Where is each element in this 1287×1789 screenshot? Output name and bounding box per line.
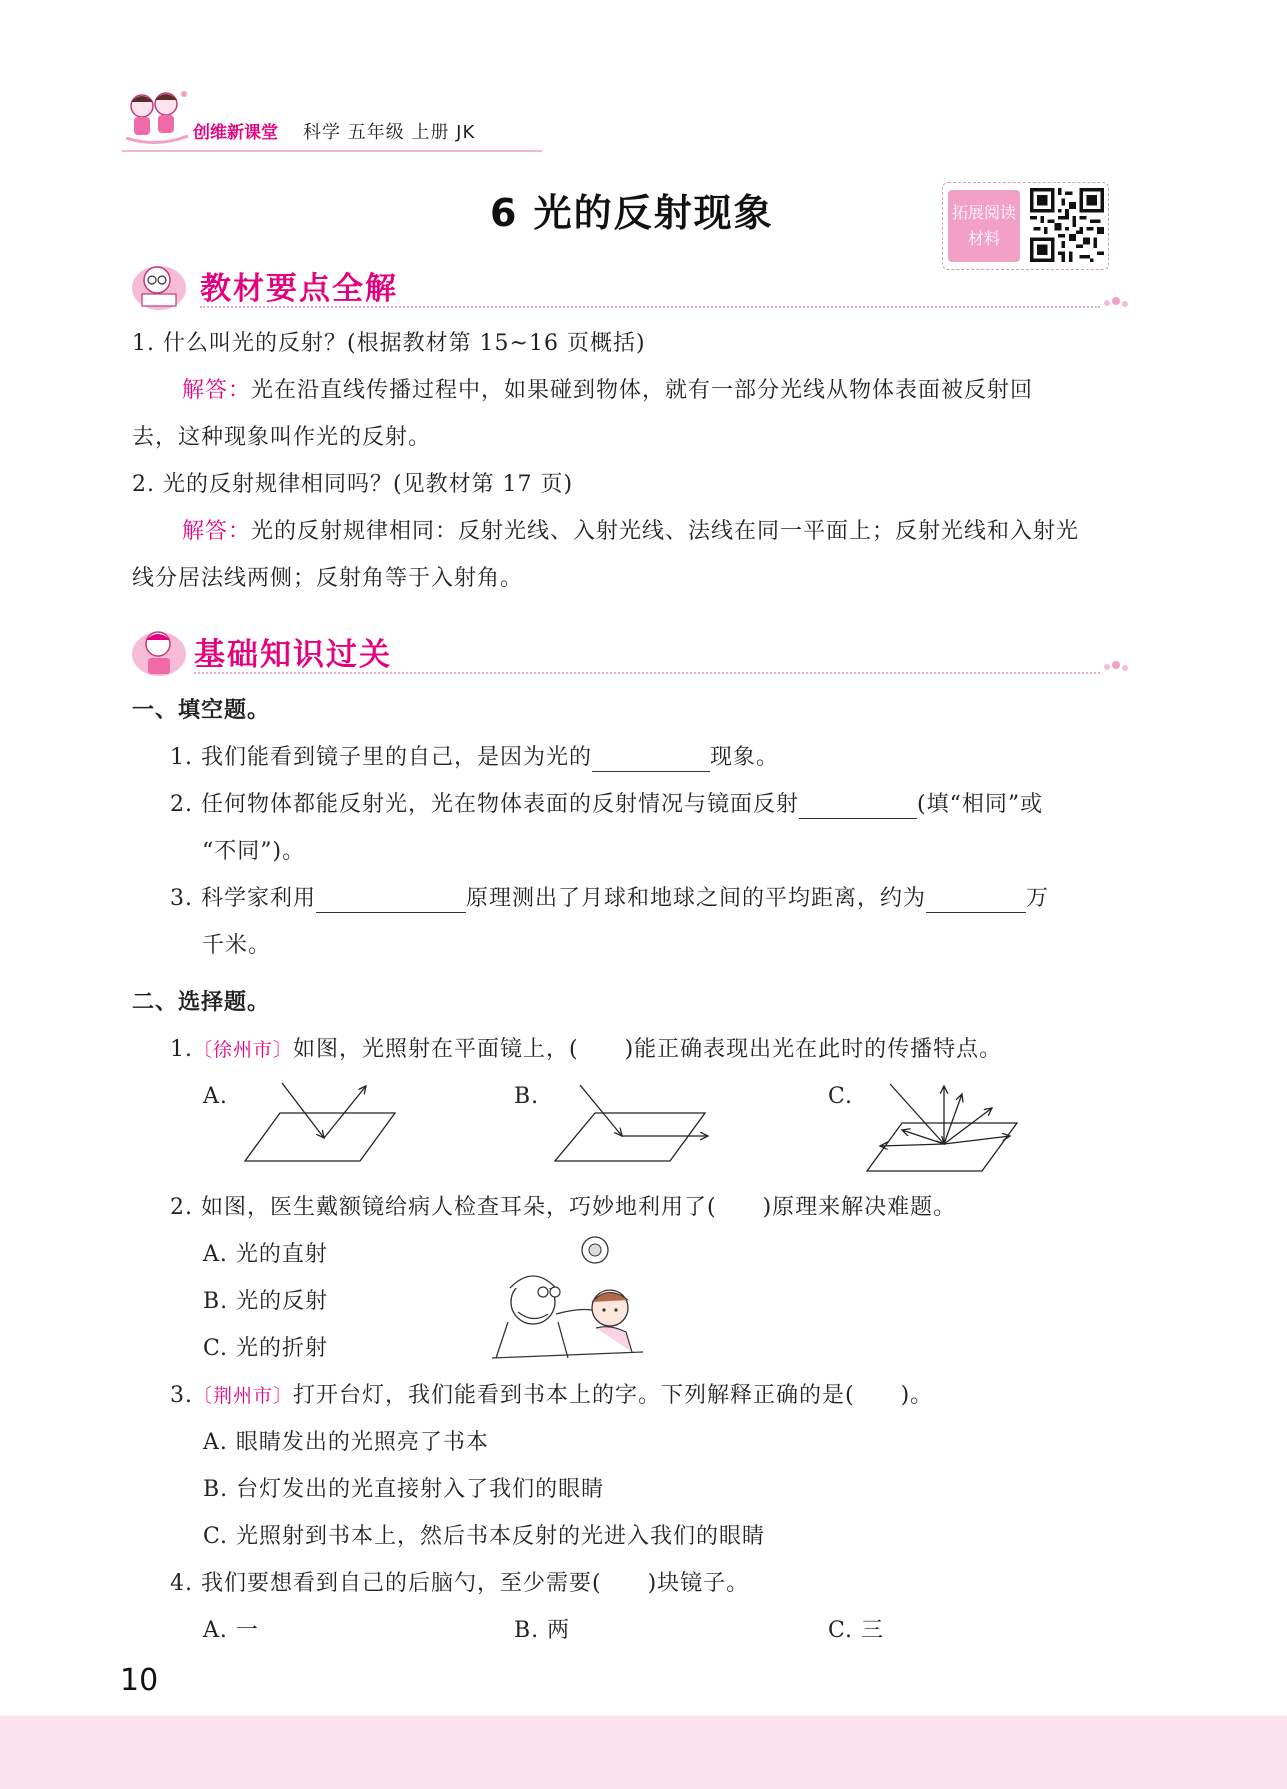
fill1-suffix: 现象。 <box>710 745 780 770</box>
choice1-text: 如图，光照射在平面镜上，( )能正确表现出光在此时的传播特点。 <box>293 1037 1003 1062</box>
choice1-option-c[interactable]: C. <box>828 1084 854 1109</box>
fill3-text: 3. 科学家利用 <box>170 886 316 911</box>
question-1: 1. 什么叫光的反射？(根据教材第 15~16 页概括) <box>132 331 646 356</box>
section-title-key-points: 教材要点全解 <box>200 271 398 307</box>
brand-name: 创维新课堂 <box>193 123 278 143</box>
section-divider <box>194 672 1100 674</box>
qr-code-icon[interactable] <box>1030 188 1104 262</box>
answer-label: 解答： <box>182 519 252 544</box>
decorative-dots-icon <box>1102 296 1130 310</box>
choice3-number: 3. <box>170 1383 193 1408</box>
fill3-mid: 原理测出了月球和地球之间的平均距离，约为 <box>465 886 926 911</box>
section-divider <box>200 306 1100 308</box>
fill2-suffix: (填“相同”或 <box>917 792 1044 817</box>
region-tag: 〔荆州市〕 <box>193 1385 294 1407</box>
choice2-option-c[interactable]: C. 光的折射 <box>203 1336 329 1361</box>
question-2: 2. 光的反射规律相同吗？(见教材第 17 页) <box>132 472 574 497</box>
choice-question-3 <box>170 1382 933 1410</box>
header-divider <box>122 150 542 152</box>
decorative-dots-icon <box>1102 660 1130 674</box>
fill-question-3-cont: 千米。 <box>202 933 272 958</box>
student-character-icon <box>130 624 188 678</box>
choice-question-4: 4. 我们要想看到自己的后脑勺，至少需要( )块镜子。 <box>170 1571 750 1596</box>
fill3-suffix: 万 <box>1026 886 1050 911</box>
choice3-option-b[interactable]: B. 台灯发出的光直接射入了我们的眼睛 <box>203 1477 605 1502</box>
choice3-option-c[interactable]: C. 光照射到书本上，然后书本反射的光进入我们的眼睛 <box>203 1524 766 1549</box>
choice3-text: 打开台灯，我们能看到书本上的字。下列解释正确的是( )。 <box>293 1383 934 1408</box>
fill-question-1 <box>170 744 779 772</box>
answer-1-line1 <box>182 377 1033 405</box>
region-tag: 〔徐州市〕 <box>193 1039 294 1061</box>
fill-question-3 <box>170 885 1049 913</box>
fill2-text: 2. 任何物体都能反射光，光在物体表面的反射情况与镜面反射 <box>170 792 799 817</box>
fill-question-2-cont: “不同”)。 <box>202 839 306 864</box>
lesson-title: 6 光的反射现象 <box>490 191 774 235</box>
answer-1-text: 光在沿直线传播过程中，如果碰到物体，就有一部分光线从物体表面被反射回 <box>251 378 1034 403</box>
choice-question-2: 2. 如图，医生戴额镜给病人检查耳朵，巧妙地利用了( )原理来解决难题。 <box>170 1195 957 1220</box>
answer-2-line2: 线分居法线两侧；反射角等于入射角。 <box>132 566 524 591</box>
teacher-character-icon <box>130 258 188 312</box>
answer-2-line1 <box>182 518 1079 546</box>
choice1-option-a[interactable]: A. <box>203 1084 228 1109</box>
book-info: 科学 五年级 上册 JK <box>303 122 476 143</box>
brand-logo-icon <box>122 88 192 150</box>
choice4-option-a[interactable]: A. 一 <box>203 1618 259 1643</box>
fill-question-2 <box>170 791 1043 819</box>
reflection-diagram-a <box>240 1080 400 1165</box>
answer-1-line2: 去，这种现象叫作光的反射。 <box>132 425 432 450</box>
choice1-number: 1. <box>170 1037 193 1062</box>
choice-question-1 <box>170 1036 1002 1064</box>
answer-blank[interactable] <box>799 794 917 819</box>
reflection-diagram-b <box>550 1080 710 1165</box>
part2-heading: 二、选择题。 <box>132 990 271 1015</box>
choice2-option-b[interactable]: B. 光的反射 <box>203 1289 329 1314</box>
section-title-basics: 基础知识过关 <box>194 637 392 673</box>
extension-label-line1: 拓展阅读 <box>951 203 1016 222</box>
choice4-option-b[interactable]: B. 两 <box>514 1618 571 1643</box>
answer-blank[interactable] <box>592 747 710 772</box>
choice1-option-b[interactable]: B. <box>514 1084 540 1109</box>
choice4-option-c[interactable]: C. 三 <box>828 1618 885 1643</box>
extension-reading-label[interactable] <box>948 190 1020 262</box>
choice2-option-a[interactable]: A. 光的直射 <box>203 1242 328 1267</box>
answer-blank[interactable] <box>316 888 466 913</box>
answer-2-text: 光的反射规律相同：反射光线、入射光线、法线在同一平面上；反射光线和入射光 <box>251 519 1080 544</box>
part1-heading: 一、填空题。 <box>132 698 271 723</box>
footer-band <box>0 1716 1287 1789</box>
choice3-option-a[interactable]: A. 眼睛发出的光照亮了书本 <box>203 1430 489 1455</box>
reflection-diagram-c <box>862 1078 1022 1173</box>
doctor-patient-illustration <box>488 1230 648 1360</box>
extension-label-line2: 材料 <box>967 229 1000 248</box>
page-number: 10 <box>120 1663 159 1698</box>
answer-blank[interactable] <box>926 888 1026 913</box>
answer-label: 解答： <box>182 378 252 403</box>
fill1-text: 1. 我们能看到镜子里的自己，是因为光的 <box>170 745 592 770</box>
